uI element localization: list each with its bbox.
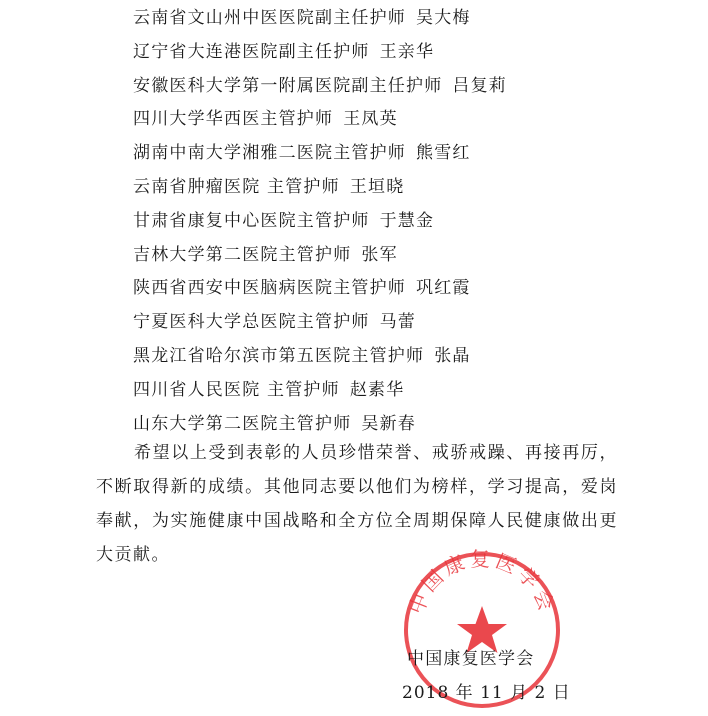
honoree-affiliation: 安徽医科大学第一附属医院副主任护师 bbox=[133, 75, 443, 96]
honoree-name: 马蕾 bbox=[379, 312, 417, 333]
honoree-item bbox=[133, 36, 507, 70]
honoree-item bbox=[133, 70, 507, 104]
honoree-affiliation: 甘肃省康复中心医院主管护师 bbox=[133, 210, 370, 231]
honoree-item bbox=[133, 374, 507, 408]
honoree-affiliation: 黑龙江省哈尔滨市第五医院主管护师 bbox=[133, 345, 425, 366]
honoree-item bbox=[133, 205, 507, 239]
honoree-item bbox=[133, 239, 507, 273]
honoree-affiliation: 四川大学华西医主管护师 bbox=[133, 109, 334, 130]
honoree-affiliation: 云南省肿瘤医院 主管护师 bbox=[133, 176, 340, 197]
honoree-name: 吴大梅 bbox=[416, 8, 471, 28]
honoree-item bbox=[133, 2, 507, 36]
honoree-name: 王垣晓 bbox=[349, 176, 405, 197]
honoree-name: 于慧金 bbox=[379, 210, 435, 231]
honoree-list bbox=[133, 2, 507, 441]
honoree-affiliation: 湖南中南大学湘雅二医院主管护师 bbox=[133, 143, 406, 164]
honoree-affiliation: 山东大学第二医院主管护师 bbox=[133, 413, 352, 434]
honoree-item bbox=[133, 171, 507, 205]
honoree-item bbox=[133, 340, 507, 374]
honoree-name: 巩红霞 bbox=[416, 278, 471, 299]
honoree-item bbox=[133, 137, 507, 171]
honoree-name: 王亲华 bbox=[379, 41, 435, 62]
closing-paragraph: 希望以上受到表彰的人员珍惜荣誉、戒骄戒躁、再接再厉，不断取得新的成绩。其他同志要以他们为榜样，学习提高，爱岗奉献，为实施健康中国战略和全方位全周期保障人民健康做出更大贡献。 bbox=[96, 443, 618, 565]
honoree-affiliation: 四川省人民医院 主管护师 bbox=[133, 379, 340, 400]
honoree-name: 熊雪红 bbox=[416, 143, 471, 164]
honoree-item bbox=[133, 306, 507, 340]
honoree-affiliation: 吉林大学第二医院主管护师 bbox=[133, 244, 352, 265]
signature: 中国康复医学会 bbox=[407, 649, 535, 669]
honoree-affiliation: 陕西省西安中医脑病医院主管护师 bbox=[133, 278, 406, 299]
honoree-affiliation: 宁夏医科大学总医院主管护师 bbox=[133, 312, 370, 333]
honoree-name: 王凤英 bbox=[343, 109, 398, 130]
honoree-name: 张军 bbox=[361, 244, 398, 265]
honoree-name: 赵素华 bbox=[349, 379, 405, 400]
honoree-name: 吴新春 bbox=[361, 413, 417, 434]
honoree-affiliation: 云南省文山州中医医院副主任护师 bbox=[133, 8, 406, 28]
honoree-name: 张晶 bbox=[434, 345, 471, 366]
seal-text: 中国康复医学会 bbox=[403, 548, 561, 618]
honoree-item bbox=[133, 103, 507, 137]
honoree-affiliation: 辽宁省大连港医院副主任护师 bbox=[133, 41, 370, 62]
date: 2018 年 11 月 2 日 bbox=[402, 683, 571, 703]
honoree-name: 吕复莉 bbox=[452, 75, 508, 96]
honoree-item bbox=[133, 272, 507, 306]
